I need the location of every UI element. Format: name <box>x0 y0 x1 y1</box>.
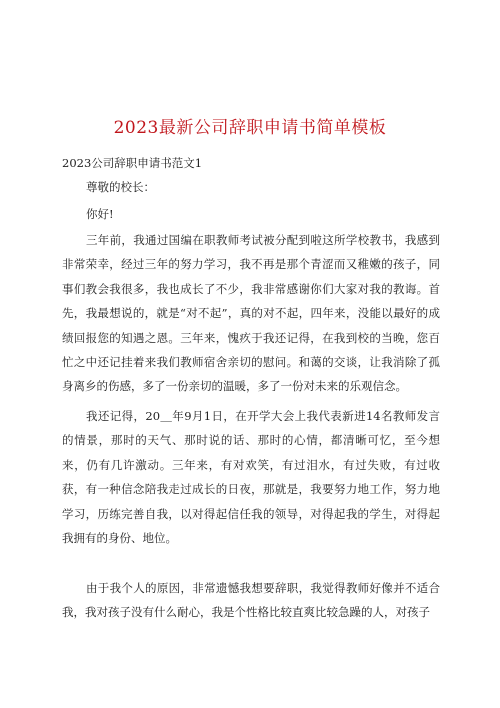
document-subtitle: 2023公司辞职申请书范文1 <box>62 156 203 170</box>
paragraph-3: 由于我个人的原因，非常遗憾我想要辞职，我觉得教师好像并不适合我，我对孩子没有什么耐心，我是个性格比较直爽比较急躁的人，对孩子 <box>62 581 440 620</box>
paragraph-2: 我还记得，20＿年9月1日，在开学大会上我代表新进14名教师发言的情景，那时的天气、那时说的话、那时的心情，都清晰可忆，至今想来，仍有几许激动。三年来，有对欢笑，有过泪水，有过失败，有过收获，有一种信念陪我走过成长的日夜，那就是，我要努力地工作，努力地学习，历练完善自我，以对得起信任我的领导，对得起我的学生，对得起我拥有的身份、地位。 <box>62 409 440 546</box>
greeting: 你好! <box>86 207 114 221</box>
salutation: 尊敬的校长： <box>86 180 155 194</box>
paragraph-1: 三年前，我通过国编在职教师考试被分配到啦这所学校教书，我感到非常荣幸，经过三年的努力学习，我不再是那个青涩而又稚嫩的孩子，同事们教会我很多，我也成长了不少，我非常感谢你们大家对我的教诲。首先，我最想说的，就是“对不起”，真的对不起，四年来，没能以最好的成绩回报您的知遇之恩。三年来，愧疚于我还记得，在我到校的当晚，您百忙之中还记挂着来我们教师宿舍亲切的慰问。和蔼的交谈，让我消除了孤身离乡的伤感，多了一份亲切的温暖，多了一份对未来的乐观信念。 <box>62 233 440 394</box>
document-title: 2023最新公司辞职申请书简单模板 <box>113 118 387 139</box>
